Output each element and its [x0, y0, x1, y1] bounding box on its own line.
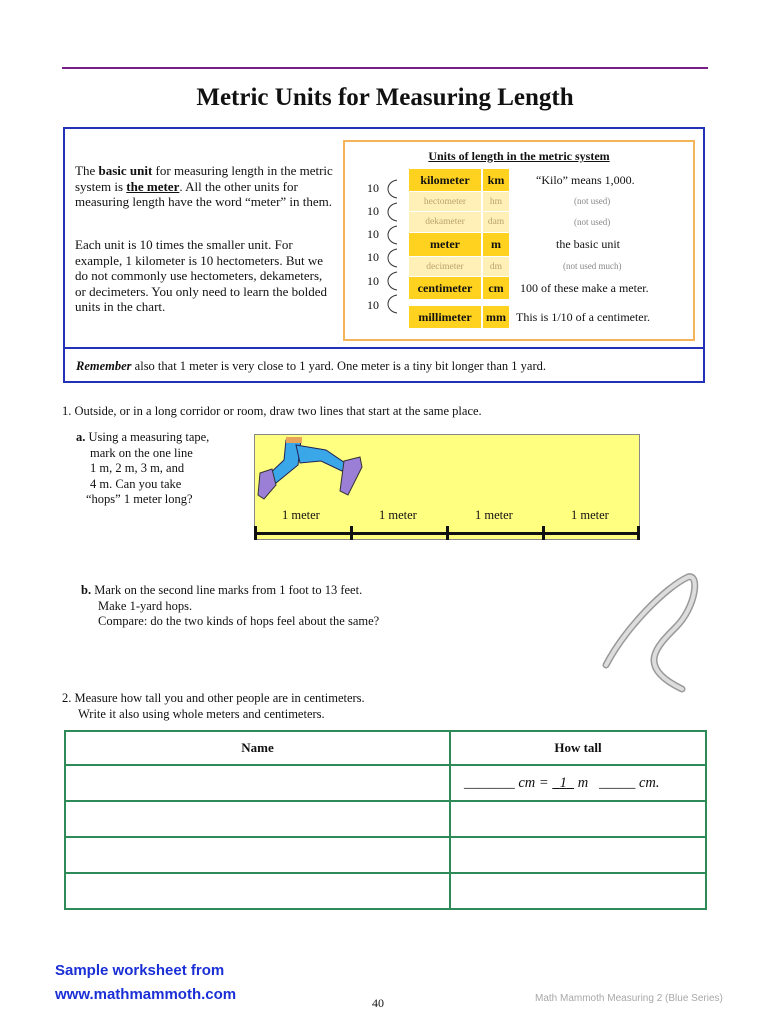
height-cell[interactable]	[450, 873, 706, 909]
note-meter: the basic unit	[556, 237, 620, 251]
table-row	[65, 801, 706, 837]
factor-ten: 10	[367, 250, 379, 264]
note-centimeter: 100 of these make a meter.	[520, 281, 649, 295]
unit-kilometer: kilometer	[409, 169, 481, 191]
meter-label: 1 meter	[571, 508, 609, 522]
factor-ten: 10	[367, 227, 379, 241]
table-header-row	[65, 731, 706, 765]
name-cell[interactable]	[65, 765, 450, 801]
meter-label: 1 meter	[475, 508, 513, 522]
table-row	[65, 765, 706, 801]
column-header-name: Name	[65, 731, 450, 765]
question-2-text: 2. Measure how tall you and other people are in centimeters. Write it also using whole meters and centimeters.	[62, 691, 365, 721]
abbr-dam: dam	[483, 212, 509, 232]
top-rule	[62, 67, 708, 69]
meter-tick	[350, 526, 353, 540]
meter-tick	[542, 526, 545, 540]
height-cell[interactable]	[450, 765, 706, 801]
note-dekameter: (not used)	[574, 217, 611, 227]
unit-millimeter: millimeter	[409, 306, 481, 328]
table-row	[65, 873, 706, 909]
note-millimeter: This is 1/10 of a centimeter.	[516, 310, 650, 324]
jumping-legs-icon	[256, 435, 366, 505]
footer-website-link[interactable]: www.mathmammoth.com	[55, 986, 237, 1003]
meter-tick	[254, 526, 257, 540]
abbr-m: m	[483, 233, 509, 256]
measuring-tape-icon	[596, 567, 706, 695]
note-decimeter: (not used much)	[563, 261, 622, 271]
page-number: 40	[372, 996, 384, 1010]
abbr-cm: cm	[483, 277, 509, 299]
remember-note: Remember also that 1 meter is very close to 1 yard. One meter is a tiny bit longer than 1 yard.	[76, 359, 547, 373]
unit-dekameter: dekameter	[409, 212, 481, 232]
name-cell[interactable]	[65, 801, 450, 837]
height-example: _______ cm = 1 m _____ cm.	[464, 774, 660, 791]
unit-meter: meter	[409, 233, 481, 256]
factor-ten: 10	[367, 298, 379, 312]
question-1a-text: a. Using a measuring tape, mark on the one line 1 m, 2 m, 3 m, and 4 m. Can you take “hops” 1 meter long?	[76, 430, 210, 506]
height-cell[interactable]	[450, 837, 706, 873]
table-row	[65, 837, 706, 873]
factor-ten: 10	[367, 181, 379, 195]
footer-credit: Math Mammoth Measuring 2 (Blue Series)	[535, 993, 723, 1004]
meter-tick	[637, 526, 640, 540]
intro-paragraph-2: Each unit is 10 times the smaller unit. For example, 1 kilometer is 10 hectometers. But we do not commonly use hectometers, dekameters, or decimeters. You only need to learn the bolded units in the chart.	[75, 237, 327, 314]
height-table	[64, 730, 707, 910]
abbr-mm: mm	[483, 306, 509, 328]
unit-hectometer: hectometer	[409, 192, 481, 211]
meter-label: 1 meter	[379, 508, 417, 522]
name-cell[interactable]	[65, 837, 450, 873]
units-chart-title: Units of length in the metric system	[428, 149, 610, 163]
info-box-divider	[63, 347, 705, 349]
abbr-km: km	[483, 169, 509, 191]
column-header-how-tall: How tall	[450, 731, 706, 765]
abbr-dm: dm	[483, 257, 509, 276]
factor-ten: 10	[367, 204, 379, 218]
meter-tick	[446, 526, 449, 540]
meter-label: 1 meter	[282, 508, 320, 522]
question-1-text: 1. Outside, or in a long corridor or room, draw two lines that start at the same place.	[62, 404, 482, 418]
note-hectometer: (not used)	[574, 196, 611, 206]
name-cell[interactable]	[65, 873, 450, 909]
unit-centimeter: centimeter	[409, 277, 481, 299]
abbr-hm: hm	[483, 192, 509, 211]
question-1b-text: b. Mark on the second line marks from 1 foot to 13 feet. Make 1-yard hops. Compare: do the two kinds of hops feel about the same?	[81, 583, 380, 628]
page-title: Metric Units for Measuring Length	[196, 84, 574, 111]
footer-sample-text: Sample worksheet from	[55, 962, 225, 979]
step-arrows-icon	[381, 176, 405, 321]
height-cell[interactable]	[450, 801, 706, 837]
factor-ten: 10	[367, 274, 379, 288]
intro-paragraph-1: The basic unit for measuring length in the metric system is the meter. All the other units for measuring length have the word “meter” in them.	[75, 163, 333, 209]
unit-decimeter: decimeter	[409, 257, 481, 276]
note-kilometer: “Kilo” means 1,000.	[536, 173, 635, 187]
